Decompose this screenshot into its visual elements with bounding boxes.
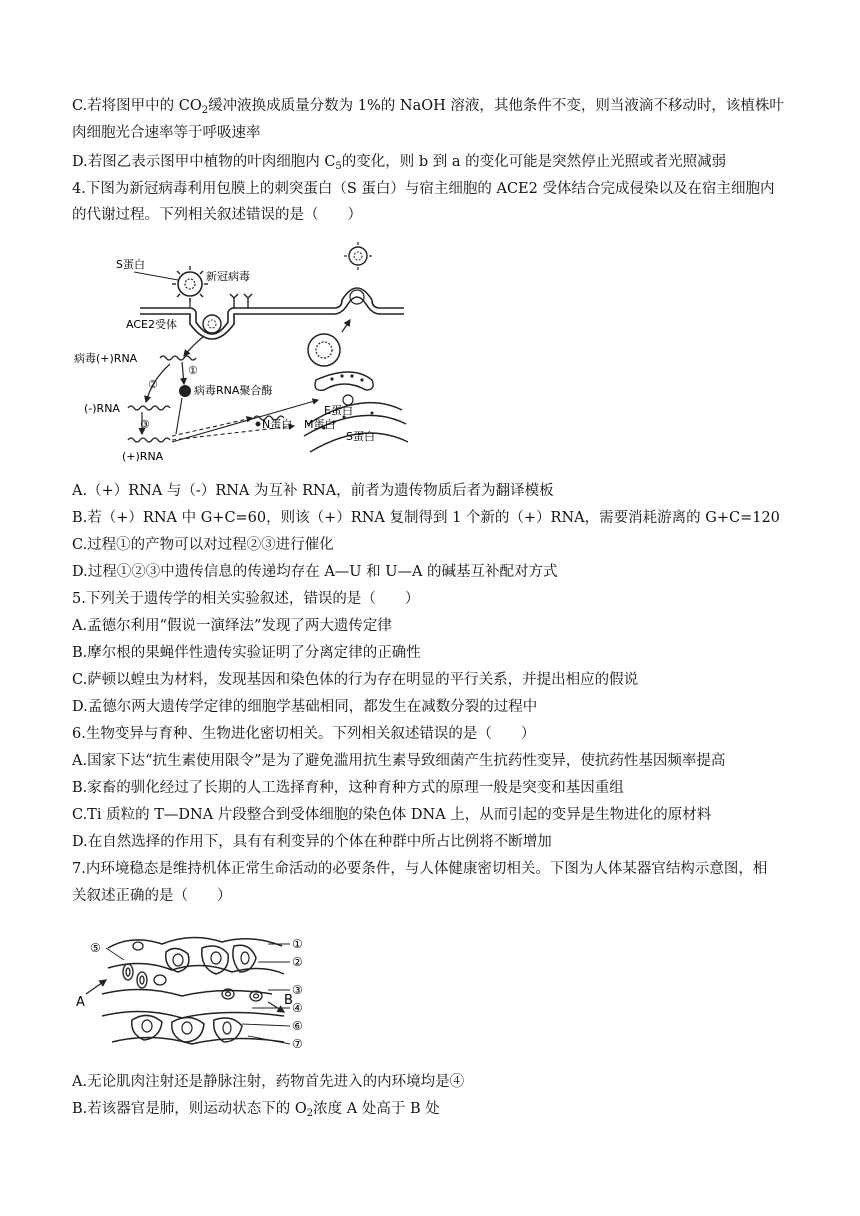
label-2: ② bbox=[292, 955, 303, 969]
endocytosed-virus-icon bbox=[203, 315, 221, 333]
plus-rna-strand bbox=[128, 438, 170, 442]
label-s-protein-2: S蛋白 bbox=[346, 430, 375, 443]
virus-infection-figure bbox=[72, 240, 412, 468]
q4-option-a: A.（+）RNA 与（-）RNA 为互补 RNA，前者为遗传物质后者为翻译模板 bbox=[72, 483, 554, 499]
label-virus: 新冠病毒 bbox=[206, 270, 250, 283]
organ-structure-figure bbox=[72, 924, 322, 1060]
q6-option-d: D.在自然选择的作用下，具有有利变异的个体在种群中所占比例将不断增加 bbox=[72, 834, 552, 850]
label-7: ⑦ bbox=[292, 1037, 303, 1051]
rna-polymerase-icon bbox=[179, 385, 191, 397]
q5-option-d: D.孟德尔两大遗传学定律的细胞学基础相同，都发生在减数分裂的过程中 bbox=[72, 699, 538, 715]
label-n-protein: N蛋白 bbox=[262, 418, 293, 431]
label-1: ① bbox=[292, 937, 303, 951]
q5-option-a: A.孟德尔利用“假说一演绎法”发现了两大遗传定律 bbox=[72, 618, 392, 634]
q5-stem: 5.下列关于遗传学的相关实验叙述，错误的是（ ） bbox=[72, 591, 420, 607]
q4-stem-line2: 的代谢过程。下列相关叙述错误的是（ ） bbox=[72, 207, 362, 223]
q3-option-c-line2: 肉细胞光合速率等于呼吸速率 bbox=[72, 125, 261, 141]
label-plus-rna: (+)RNA bbox=[122, 450, 164, 463]
q6-option-c: C.Ti 质粒的 T—DNA 片段整合到受体细胞的染色体 DNA 上，从而引起的变异是生物进化的原材料 bbox=[72, 807, 712, 823]
q3-option-d: D.若图乙表示图甲中植物的叶肉细胞内 $C_5$的变化，则 b 到 a 的变化可能是突然停止光照或者光照减弱 bbox=[72, 154, 727, 172]
q4-stem-line1: 4.下图为新冠病毒利用包膜上的刺突蛋白（S 蛋白）与宿主细胞的 ACE2 受体结合完成侵染以及在宿主细胞内 bbox=[72, 181, 775, 197]
golgi-icon bbox=[315, 372, 373, 390]
q7-option-a: A.无论肌肉注射还是静脉注射，药物首先进入的内环境均是④ bbox=[72, 1074, 465, 1090]
q6-option-b: B.家畜的驯化经过了长期的人工选择育种，这种育种方式的原理一般是突变和基因重组 bbox=[72, 780, 624, 796]
virus-icon bbox=[172, 266, 208, 308]
arrow-a-icon bbox=[86, 980, 106, 994]
label-step-1: ① bbox=[188, 364, 198, 377]
q6-stem: 6.生物变异与育种、生物进化密切相关。下列相关叙述错误的是（ ） bbox=[72, 726, 536, 742]
q3-option-c-line1: C.若将图甲中的 $CO_2$缓冲液换成质量分数为 1%的 NaOH 溶液，其他条件不变，则当液滴不移动时，该植株叶 bbox=[72, 98, 784, 116]
virus-infection-diagram bbox=[72, 240, 412, 468]
q4-option-d: D.过程①②③中遗传信息的传递均存在 A—U 和 U—A 的碱基互补配对方式 bbox=[72, 564, 558, 580]
label-virus-plus-rna: 病毒(+)RNA bbox=[74, 352, 138, 365]
label-ace2: ACE2受体 bbox=[126, 318, 177, 331]
virus-plus-rna-strand bbox=[160, 356, 196, 360]
organ-structure-diagram bbox=[72, 924, 322, 1060]
label-5: ⑤ bbox=[90, 941, 101, 955]
q4-option-c: C.过程①的产物可以对过程②③进行催化 bbox=[72, 537, 334, 553]
q7-stem-line2: 关叙述正确的是（ ） bbox=[72, 888, 232, 904]
label-4: ④ bbox=[292, 1001, 303, 1015]
vesicle-icon bbox=[308, 334, 340, 366]
arrow-b-icon bbox=[268, 1002, 284, 1012]
label-6: ⑥ bbox=[292, 1019, 303, 1033]
label-a: A bbox=[76, 995, 85, 1010]
q7-option-b: B.若该器官是肺，则运动状态下的 $O_2$浓度 A 处高于 B 处 bbox=[72, 1101, 440, 1119]
label-3: ③ bbox=[292, 983, 303, 997]
label-polymerase: 病毒RNA聚合酶 bbox=[194, 384, 273, 397]
label-minus-rna: (-)RNA bbox=[84, 402, 120, 415]
q5-option-c: C.萨顿以蝗虫为材料，发现基因和染色体的行为存在明显的平行关系，并提出相应的假说 bbox=[72, 672, 639, 688]
q4-option-b: B.若（+）RNA 中 G+C=60，则该（+）RNA 复制得到 1 个新的（+）RNA，需要消耗游离的 G+C=120 bbox=[72, 510, 780, 526]
label-b: B bbox=[284, 993, 293, 1008]
label-step-3: ③ bbox=[140, 418, 150, 431]
q7-stem-line1: 7.内环境稳态是维持机体正常生命活动的必要条件，与人体健康密切相关。下图为人体某器官结构示意图，相 bbox=[72, 861, 768, 877]
label-m-protein: M蛋白 bbox=[304, 418, 336, 431]
q5-option-b: B.摩尔根的果蝇伴性遗传实验证明了分离定律的正确性 bbox=[72, 645, 421, 661]
ace2-receptor-icon bbox=[230, 294, 238, 308]
minus-rna-strand bbox=[128, 406, 170, 410]
label-s-protein: S蛋白 bbox=[116, 258, 145, 271]
label-e-protein: E蛋白 bbox=[324, 404, 353, 417]
q6-option-a: A.国家下达“抗生素使用限令”是为了避免滥用抗生素导致细菌产生抗药性变异，使抗药性基因频率提高 bbox=[72, 753, 726, 769]
label-step-2: ② bbox=[148, 378, 158, 391]
